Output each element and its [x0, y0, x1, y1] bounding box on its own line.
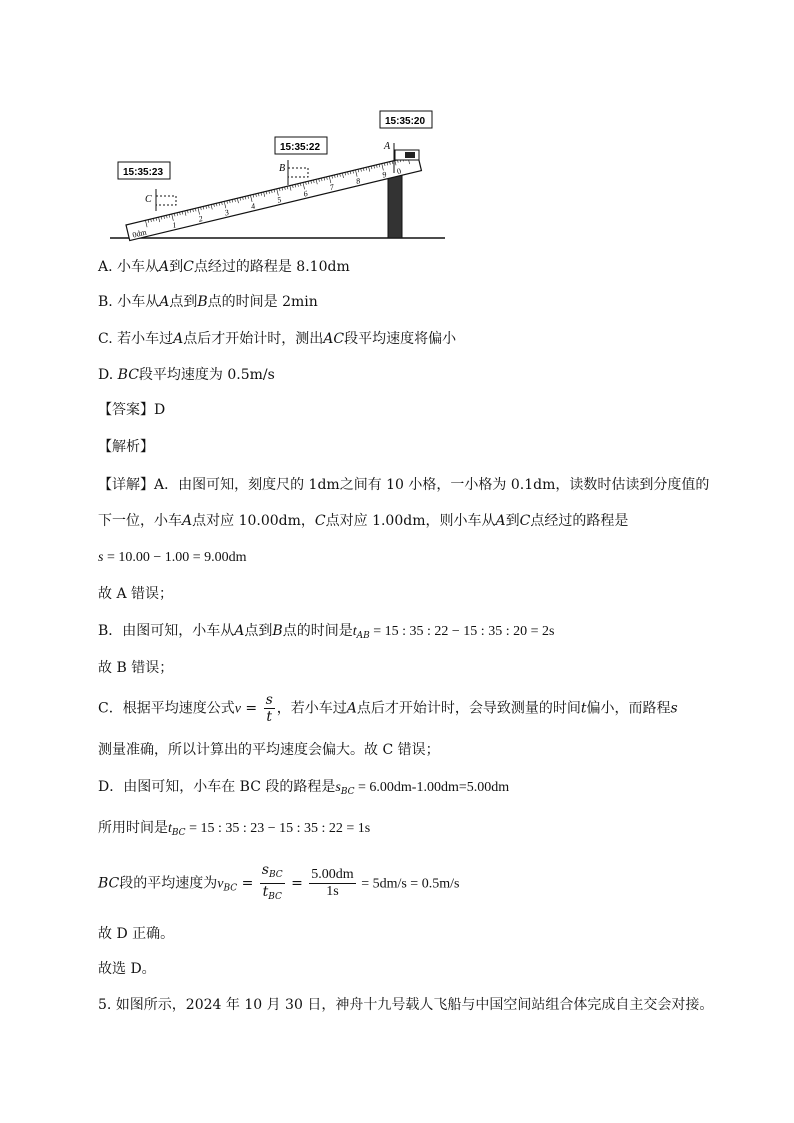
detail-line-3: s = 10.00 − 1.00 = 9.00dm: [98, 550, 247, 565]
answer: 【答案】D: [98, 402, 166, 418]
cart-b-outline: [288, 168, 308, 177]
ruler-number: 5: [276, 195, 283, 205]
detail-line-7: C．根据平均速度公式v = $\frac{s}{t}$ ，若小车过A点后才开始计时，会导致测量的时间t偏小，而路程s: [98, 692, 678, 725]
option-b: B. 小车从A点到B点的时间是 2min: [98, 294, 318, 310]
detail-line-13: 故选 D。: [98, 961, 156, 977]
ruler-number: 3: [223, 207, 230, 218]
point-a-label: A: [384, 141, 391, 152]
ruler-number: 8: [355, 176, 362, 186]
clock-c: 15:35:23: [123, 167, 164, 178]
option-d: D. BC段平均速度为 0.5m/s: [98, 367, 275, 383]
detail-line-12: 故 D 正确。: [98, 926, 175, 942]
support-block: [388, 175, 402, 238]
detail-line-10: 所用时间是$t_{BC} = 15$ : 35 : 23 − 15 : 35 : 22 = 1s: [98, 820, 371, 838]
detail-line-2: 下一位，小车A点对应 10.00dm，C点对应 1.00dm，则小车从A到C点经过的路程是: [98, 513, 629, 529]
option-c: C. 若小车过A点后才开始计时，测出AC段平均速度将偏小: [98, 331, 457, 347]
cart-a: [395, 150, 419, 160]
detail-line-1: 【详解】A．由图可知，刻度尺的 1dm之间有 10 小格，一小格为 0.1dm，读数时估读到分度值的: [98, 477, 710, 493]
cart-c-outline: [156, 196, 176, 205]
detail-line-9: D．由图可知，小车在 BC 段的路程是$s_{BC} = 6.00dm-1.00dm=5.00dm$: [98, 779, 510, 797]
ruler-number: 6: [302, 188, 309, 199]
ruler-zero-right: 0: [396, 166, 402, 177]
detail-line-5: B．由图可知，小车从A点到B点的时间是$t_{AB} = 15$ : 35 : 22 − 15 : 35 : 20 = 2s: [98, 623, 555, 641]
detail-line-6: 故 B 错误；: [98, 660, 174, 676]
ruler-number: 2: [197, 214, 204, 224]
point-c-label: C: [145, 194, 152, 205]
incline-ruler-figure: [100, 105, 460, 245]
clock-b: 15:35:22: [280, 142, 321, 153]
ruler-unit-label: 0dm: [131, 227, 148, 240]
ruler-number: 7: [328, 182, 335, 193]
option-a: A. 小车从A到C点经过的路程是 8.10dm: [98, 259, 350, 275]
detail-line-11: BC段的平均速度为$v_{BC}$ = $\frac{s_{BC}}{t_{BC}}$ = $\frac{5.00dm}{1s}$ = 5dm/s = 0.5m/s: [98, 862, 460, 902]
ruler-number: 1: [171, 220, 178, 231]
ruler-number: 9: [381, 169, 388, 180]
ruler-number: 4: [250, 201, 257, 212]
detail-line-8: 测量准确，所以计算出的平均速度会偏大。故 C 错误；: [98, 742, 440, 758]
next-question: 5. 如图所示，2024 年 10 月 30 日，神舟十九号载人飞船与中国空间站组合体完成自主交会对接。: [98, 997, 714, 1013]
detail-line-4: 故 A 错误；: [98, 586, 174, 602]
analysis-title: 【解析】: [98, 439, 154, 455]
point-b-label: B: [279, 163, 286, 174]
clock-a: 15:35:20: [385, 116, 426, 127]
